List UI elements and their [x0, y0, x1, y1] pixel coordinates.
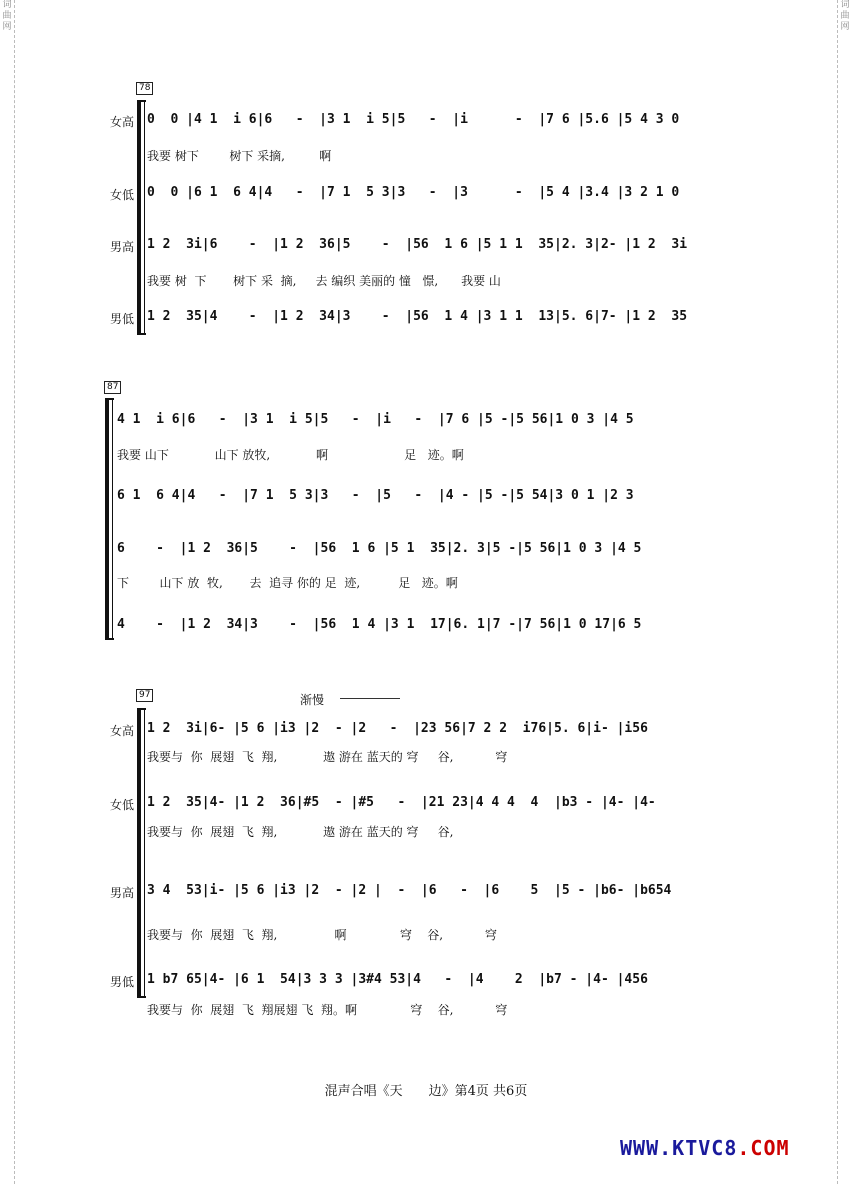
- page-footer: 混声合唱《天 边》第4页 共6页: [324, 1084, 528, 1099]
- staff-lyrics: 我要与 你 展翅 飞 翔, 啊 穹 谷, 穹: [147, 928, 497, 942]
- staff-lyrics: 我要 树下 树下 采摘, 啊: [147, 149, 332, 163]
- part-label: 女低: [109, 188, 134, 202]
- tempo-marking: 渐慢: [300, 693, 325, 707]
- part-label: 女高: [109, 724, 134, 738]
- staff-lyrics: 我要与 你 展翅 飞 翔, 遨 游在 蓝天的 穹 谷, 穹: [147, 750, 508, 764]
- staff-lyrics: 我要 山下 山下 放牧, 啊 足 迹。啊: [117, 448, 464, 462]
- site-brand[interactable]: WWW.KTVC8.COM: [620, 1136, 790, 1160]
- part-label: 男高: [109, 886, 134, 900]
- staff-notes: 0 0 |6 1 6 4|4 - |7 1 5 3|3 - |3 - |5 4 |3.4 |3 2 1 0: [147, 185, 680, 200]
- measure-number: 97: [136, 689, 153, 702]
- measure-number: 87: [104, 381, 121, 394]
- part-label: 女低: [109, 798, 134, 812]
- staff-notes: 1 2 35|4- |1 2 36|#5 - |#5 - |21 23|4 4 4 4 |b3 - |4- |4-: [147, 795, 656, 810]
- part-label: 男低: [109, 975, 134, 989]
- staff-notes: 1 b7 65|4- |6 1 54|3 3 3 |3#4 53|4 - |4 2 |b7 - |4- |456: [147, 972, 648, 987]
- ritardando-line: [340, 698, 400, 699]
- staff-notes: 1 2 3i|6 - |1 2 36|5 - |56 1 6 |5 1 1 35|2. 3|2- |1 2 3i: [147, 237, 688, 252]
- staff-notes: 0 0 |4 1 i 6|6 - |3 1 i 5|5 - |i - |7 6 |5.6 |5 4 3 0: [147, 112, 680, 127]
- system-bracket: [105, 398, 109, 640]
- system-barline: [144, 100, 145, 335]
- staff-notes: 1 2 35|4 - |1 2 34|3 - |56 1 4 |3 1 1 13|5. 6|7- |1 2 35: [147, 309, 688, 324]
- staff-notes: 6 1 6 4|4 - |7 1 5 3|3 - |5 - |4 - |5 -|5 54|3 0 1 |2 3: [117, 488, 634, 503]
- staff-notes: 1 2 3i|6- |5 6 |i3 |2 - |2 - |23 56|7 2 2 i76|5. 6|i- |i56: [147, 721, 648, 736]
- staff-notes: 6 - |1 2 36|5 - |56 1 6 |5 1 35|2. 3|5 -|5 56|1 0 3 |4 5: [117, 541, 642, 556]
- left-watermark-strip: [0, 0, 15, 1184]
- right-watermark-strip: [837, 0, 852, 1184]
- measure-number: 78: [136, 82, 153, 95]
- staff-notes: 3 4 53|i- |5 6 |i3 |2 - |2 | - |6 - |6 5 |5 - |b6- |b654: [147, 883, 672, 898]
- part-label: 男高: [109, 240, 134, 254]
- part-label: 男低: [109, 312, 134, 326]
- part-label: 女高: [109, 115, 134, 129]
- staff-lyrics: 下 山下 放 牧, 去 追寻 你的 足 迹, 足 迹。啊: [117, 576, 458, 590]
- staff-notes: 4 - |1 2 34|3 - |56 1 4 |3 1 17|6. 1|7 -|7 56|1 0 17|6 5: [117, 617, 642, 632]
- staff-lyrics: 我要与 你 展翅 飞 翔展翅 飞 翔。啊 穹 谷, 穹: [147, 1003, 508, 1017]
- watermark-text: 词 曲 网: [2, 0, 12, 32]
- staff-notes: 4 1 i 6|6 - |3 1 i 5|5 - |i - |7 6 |5 -|5 56|1 0 3 |4 5: [117, 412, 634, 427]
- system-bracket: [137, 708, 141, 998]
- staff-lyrics: 我要与 你 展翅 飞 翔, 遨 游在 蓝天的 穹 谷,: [147, 825, 454, 839]
- staff-lyrics: 我要 树 下 树下 采 摘, 去 编织 美丽的 憧 憬, 我要 山: [147, 274, 501, 288]
- system-barline: [144, 708, 145, 998]
- system-bracket: [137, 100, 141, 335]
- system-barline: [112, 398, 113, 640]
- watermark-text: 词 曲 网: [840, 0, 850, 32]
